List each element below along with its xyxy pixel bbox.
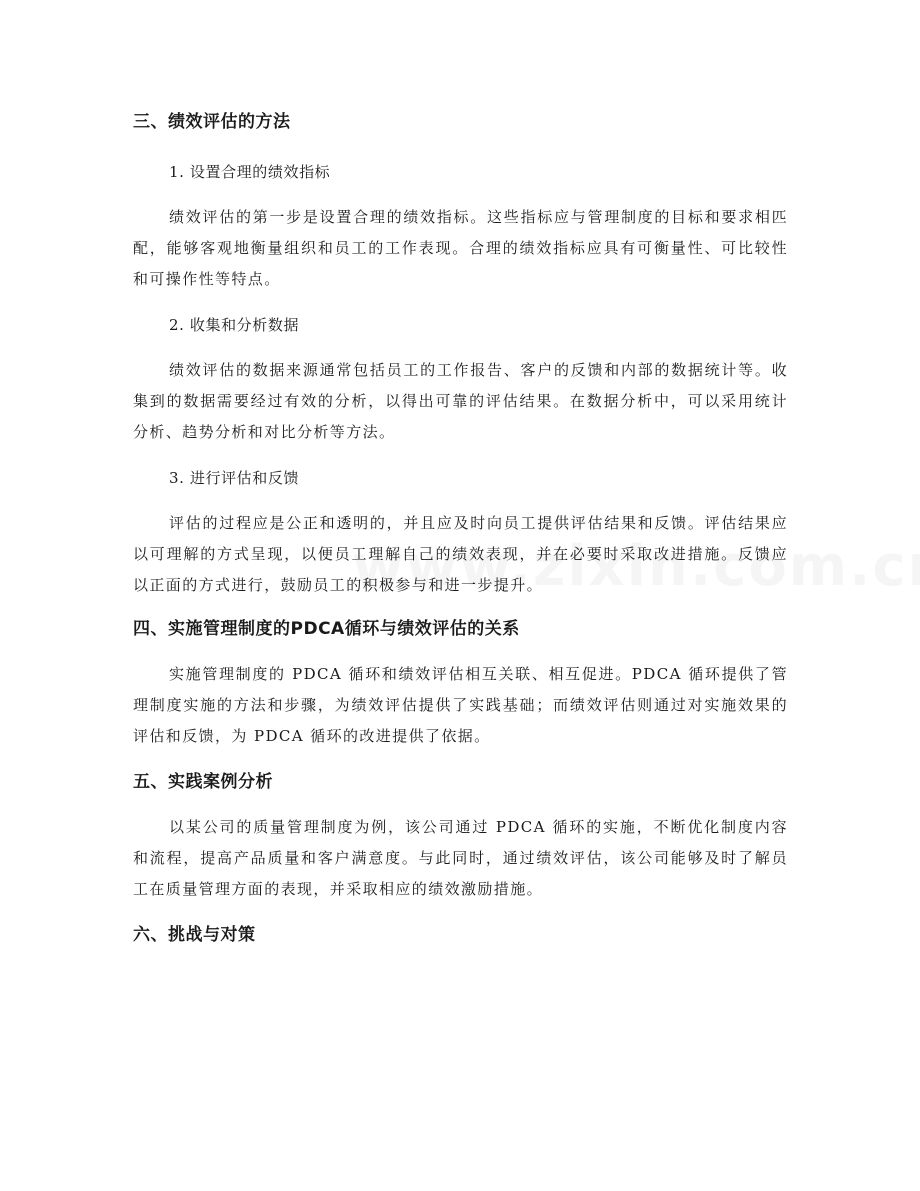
- section-4-heading: 四、实施管理制度的PDCA循环与绩效评估的关系: [133, 619, 520, 639]
- section-3-item-3-title: 3. 进行评估和反馈: [169, 469, 300, 487]
- section-3-heading: 三、绩效评估的方法: [133, 112, 291, 132]
- document-page: [133, 108, 788, 949]
- section-4-text: 实施管理制度的 PDCA 循环和绩效评估相互关联、相互促进。PDCA 循环提供了管理制度实施的方法和步骤，为绩效评估提供了实践基础；而绩效评估则通过对实施效果的评估和反馈，为 PDCA 循环的改进提供了依据。: [133, 665, 788, 745]
- section-3-item-1-text: 绩效评估的第一步是设置合理的绩效指标。这些指标应与管理制度的目标和要求相匹配，能够客观地衡量组织和员工的工作表现。合理的绩效指标应具有可衡量性、可比较性和可操作性等特点。: [133, 208, 788, 288]
- section-3-item-3-text: 评估的过程应是公正和透明的，并且应及时向员工提供评估结果和反馈。评估结果应以可理解的方式呈现，以便员工理解自己的绩效表现，并在必要时采取改进措施。反馈应以正面的方式进行，鼓励员工的积极参与和进一步提升。: [133, 514, 788, 594]
- section-3-item-1-title: 1. 设置合理的绩效指标: [169, 163, 331, 181]
- section-6-heading: 六、挑战与对策: [133, 925, 256, 945]
- section-5-heading: 五、实践案例分析: [133, 772, 273, 792]
- section-5-text: 以某公司的质量管理制度为例，该公司通过 PDCA 循环的实施，不断优化制度内容和流程，提高产品质量和客户满意度。与此同时，通过绩效评估，该公司能够及时了解员工在质量管理方面的表现，并采取相应的绩效激励措施。: [133, 818, 788, 898]
- section-3-item-2-text: 绩效评估的数据来源通常包括员工的工作报告、客户的反馈和内部的数据统计等。收集到的数据需要经过有效的分析，以得出可靠的评估结果。在数据分析中，可以采用统计分析、趋势分析和对比分析等方法。: [133, 361, 788, 441]
- section-3-item-2-title: 2. 收集和分析数据: [169, 316, 300, 334]
